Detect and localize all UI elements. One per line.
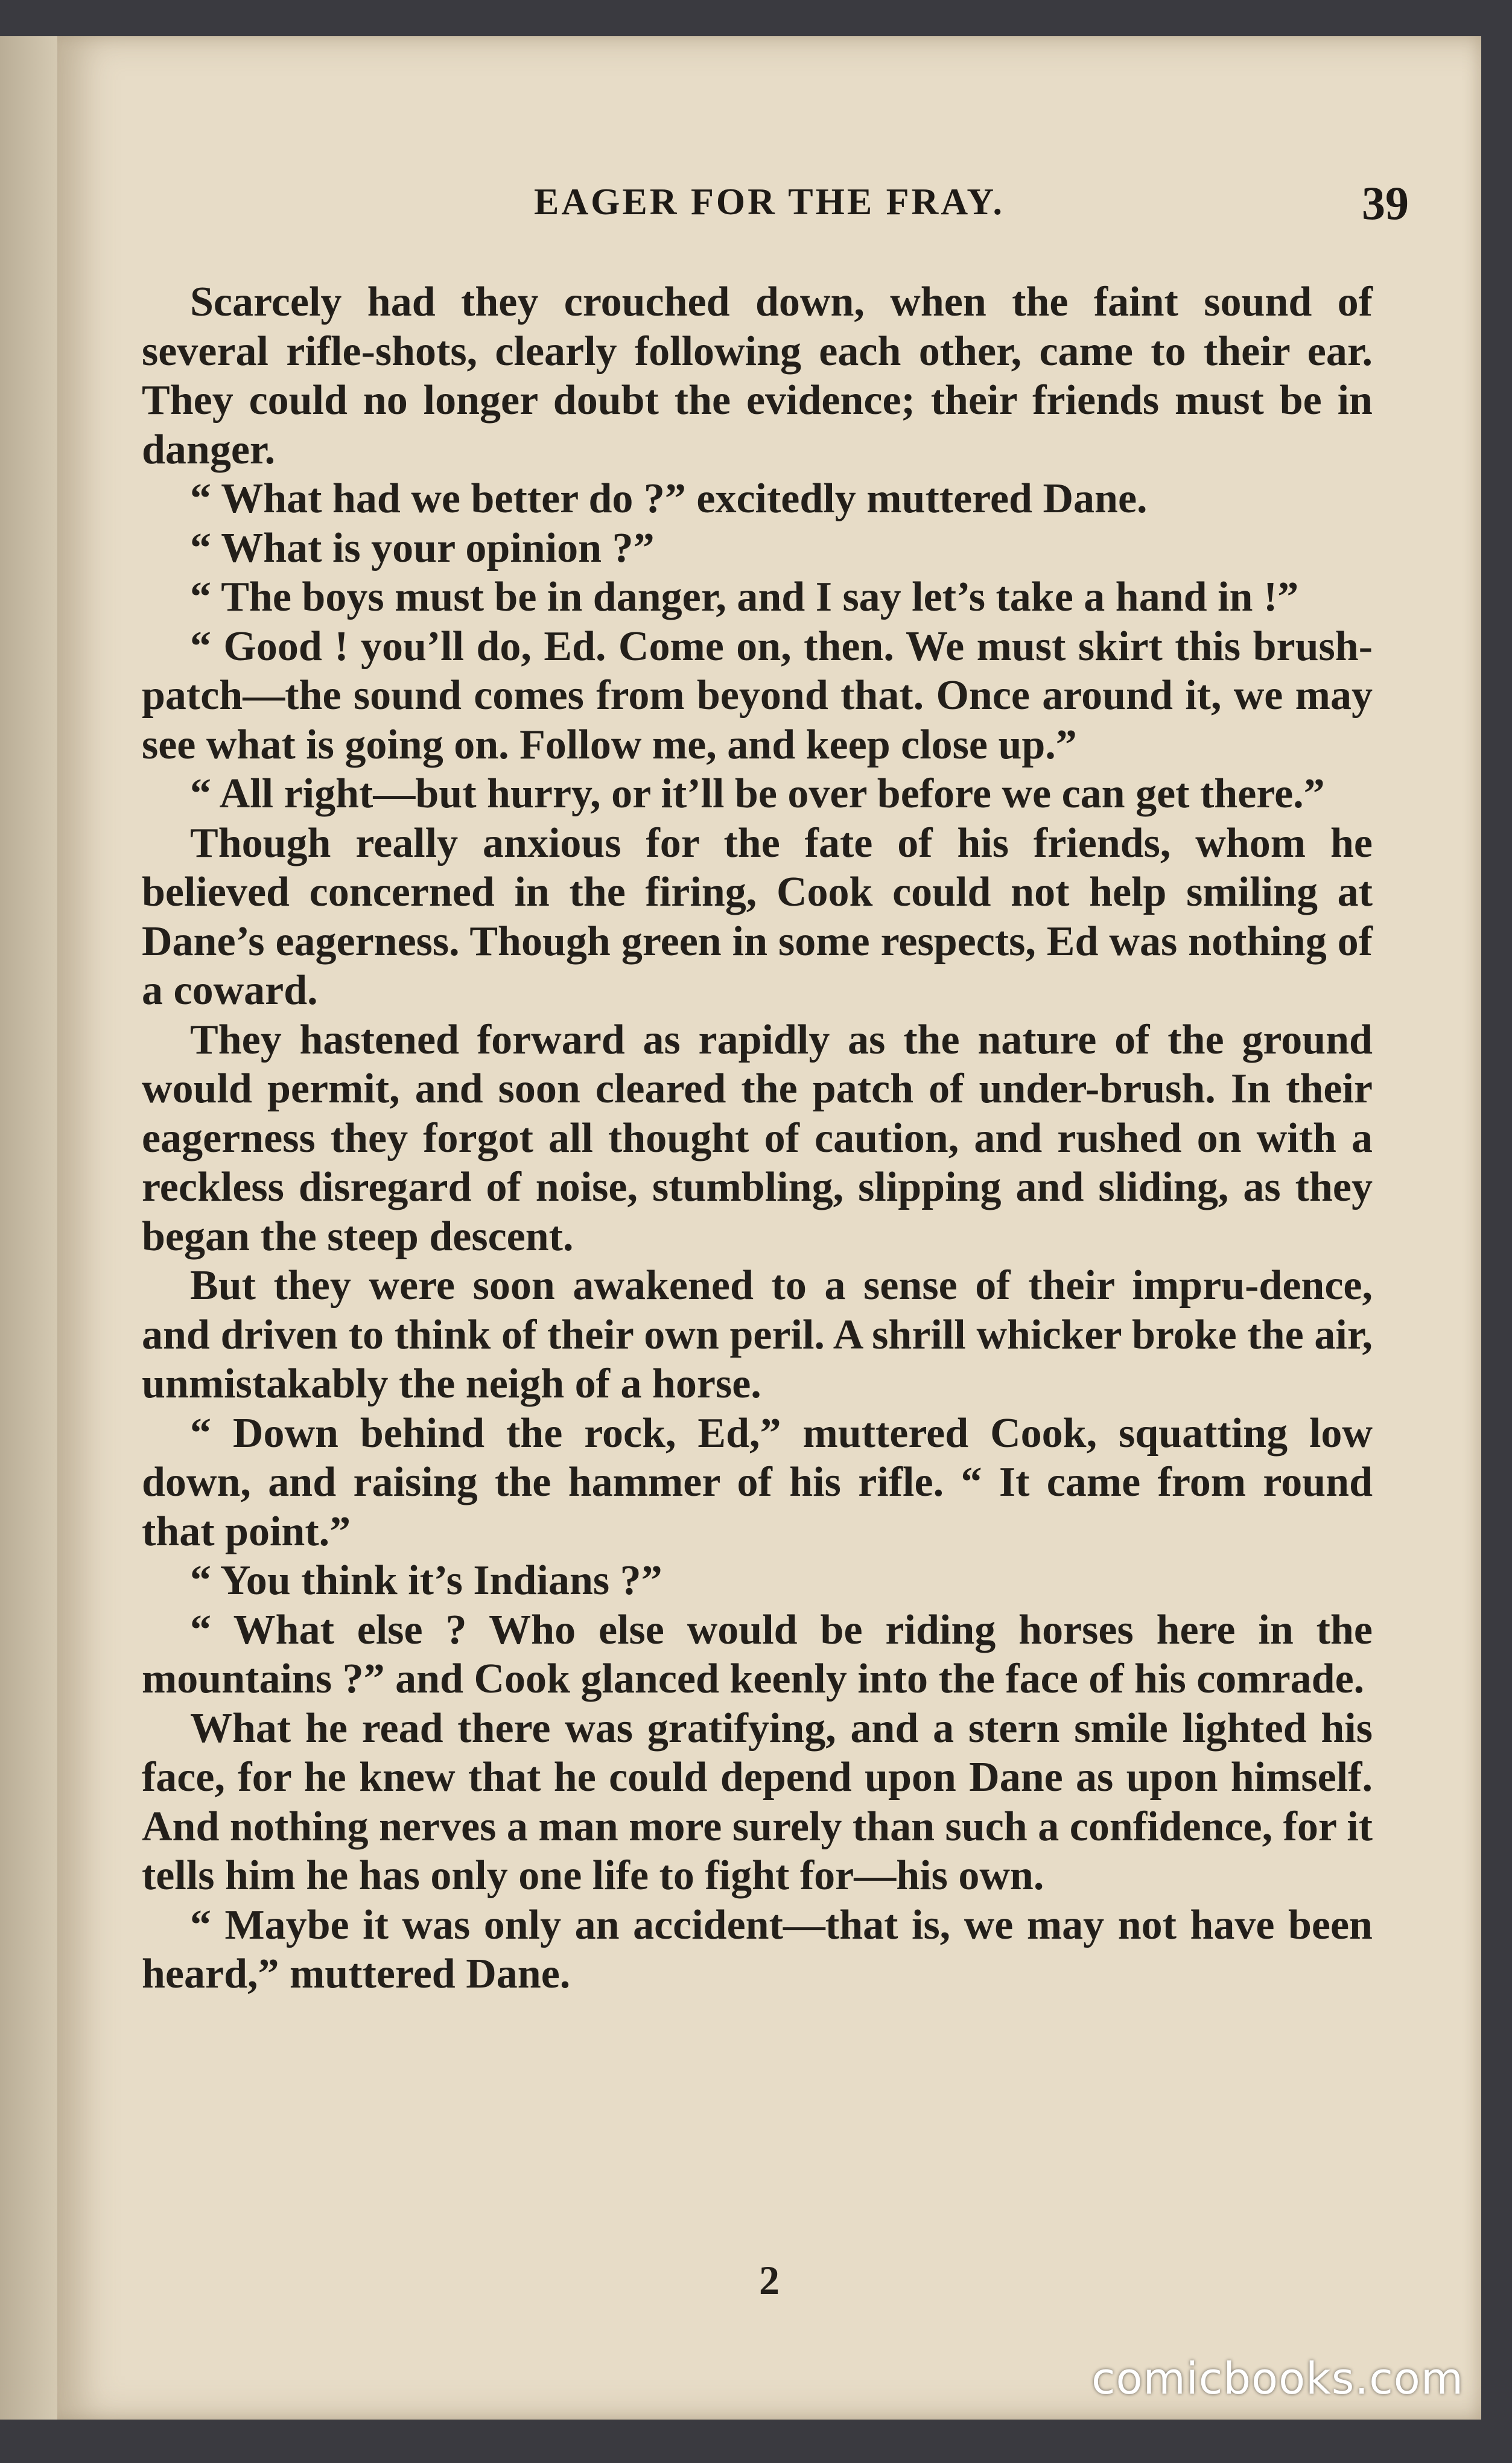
paragraph: But they were soon awakened to a sense of their impru-dence, and driven to think of their own peril. A shrill whicker broke the air, unmistakably the neigh of a horse. [142, 1262, 1373, 1407]
paragraph: “ What else ? Who else would be riding horses here in the mountains ?” and Cook glanced keenly into the face of his comrade. [142, 1606, 1373, 1702]
paragraph: “ You think it’s Indians ?” [190, 1557, 662, 1604]
page-number: 39 [1362, 177, 1409, 229]
paragraph: “ What is your opinion ?” [190, 524, 655, 571]
paragraph: “ Good ! you’ll do, Ed. Come on, then. We must skirt this brush-patch—the sound comes from beyond that. Once around it, we may see what is going on. Follow me, and keep close up.” [142, 623, 1373, 768]
paragraph: Though really anxious for the fate of his friends, whom he believed concerned in the firing, Cook could not help smiling at Dane’s eagerness. Though green in some respects, Ed was nothing of a coward. [142, 819, 1373, 1014]
paragraph: “ Maybe it was only an accident—that is, we may not have been heard,” muttered Dane. [142, 1901, 1373, 1997]
body-text [142, 278, 1373, 1999]
paragraph: “ All right—but hurry, or it’ll be over before we can get there.” [190, 771, 1325, 817]
paragraph: They hastened forward as rapidly as the nature of the ground would permit, and soon cleared the patch of under-brush. In their eagerness they forgot all thought of caution, and rushed on with a reckless disregard of noise, stumbling, slipping and sliding, as they began the steep descent. [142, 1016, 1373, 1260]
watermark-text: comicbooks.com [1091, 2353, 1464, 2404]
paragraph: What he read there was gratifying, and a stern smile lighted his face, for he knew that he could depend upon Dane as upon himself. And nothing nerves a man more surely than such a confidence, for it tells him he has only one life to fight for—his own. [142, 1705, 1373, 1899]
book-page [57, 36, 1481, 2420]
page-header [57, 177, 1481, 247]
paragraph: Scarcely had they crouched down, when the faint sound of several rifle-shots, clearly following each other, came to their ear. They could no longer doubt the evidence; their friends must be in danger. [142, 279, 1373, 473]
paragraph: “ Down behind the rock, Ed,” muttered Cook, squatting low down, and raising the hammer of his rifle. “ It came from round that point.” [142, 1409, 1373, 1555]
signature-mark: 2 [759, 2257, 780, 2303]
facing-page-edge [0, 36, 60, 2420]
paragraph: “ What had we better do ?” excitedly muttered Dane. [190, 475, 1148, 522]
paragraph: “ The boys must be in danger, and I say let’s take a hand in !” [190, 574, 1299, 620]
running-title: EAGER FOR THE FRAY. [534, 182, 1005, 223]
